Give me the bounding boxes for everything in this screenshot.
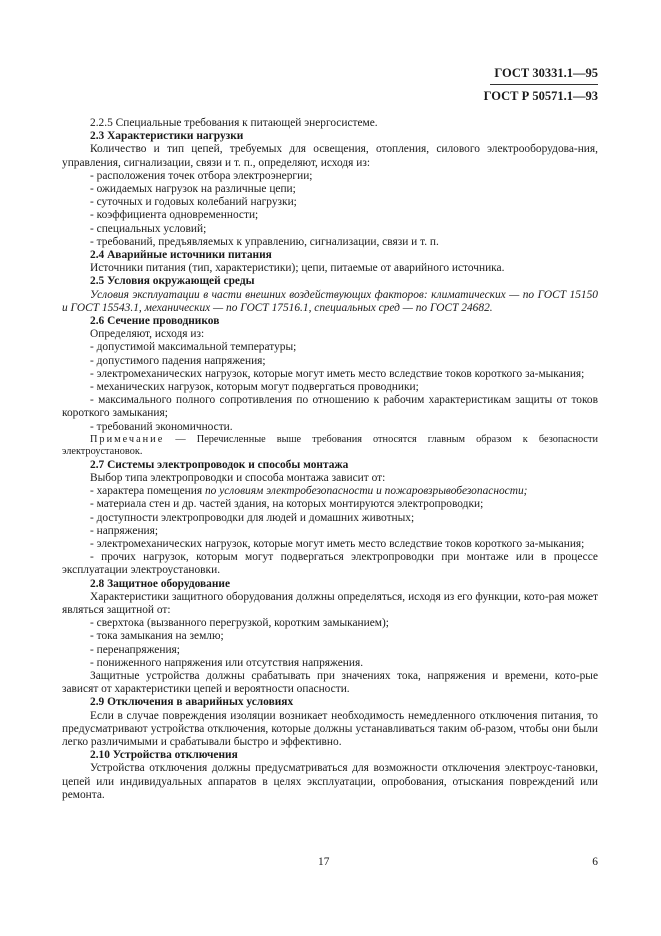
list-item: - допустимого падения напряжения; xyxy=(90,354,266,367)
note-text: — Перечисленные выше требования относятся главным образом к безопасности электроустановок. xyxy=(62,433,598,458)
note-label: Примечание xyxy=(90,433,165,445)
list-item: - специальных условий; xyxy=(90,222,207,235)
document-body xyxy=(62,117,598,802)
list-item xyxy=(62,485,598,498)
list-item: - требований экономичности. xyxy=(90,420,233,433)
standard-number-gost: ГОСТ 30331.1—95 xyxy=(494,66,598,80)
list-item-italic-text: по условиям электробезопасности и пожаровзрывобезопасности; xyxy=(204,485,528,498)
list-item: - сверхтока (вызванного перегрузкой, коротким замыканием); xyxy=(90,617,389,630)
section-title-2-5: 2.5 Условия окружающей среды xyxy=(90,275,255,288)
page-number: 17 xyxy=(318,856,330,868)
list-item: - прочих нагрузок, которым могут подвергаться электропроводки при монтаже или в процессе эксплуатации электроустановки. xyxy=(62,551,598,577)
paragraph-2-7-intro: Выбор типа электропроводки и способа монтажа зависит от: xyxy=(90,471,386,484)
list-item: - максимального полного сопротивления по отношению к рабочим характеристикам защиты от токов короткого замыкания; xyxy=(62,394,598,420)
list-item: - требований, предъявляемых к управлению, сигнализации, связи и т. п. xyxy=(90,235,439,248)
list-item: - доступности электропроводки для людей и домашних животных; xyxy=(90,511,415,524)
list-item-text: - характера помещения xyxy=(90,485,205,498)
section-title-2-9: 2.9 Отключения в аварийных условиях xyxy=(90,696,294,709)
section-title-2-3: 2.3 Характеристики нагрузки xyxy=(90,130,244,143)
section-title-2-8: 2.8 Защитное оборудование xyxy=(90,577,231,590)
list-item: - коэффициента одновременности; xyxy=(90,209,259,222)
paragraph-2-4: Источники питания (тип, характеристики); цепи, питаемые от аварийного источника. xyxy=(90,262,505,275)
sheet-number: 6 xyxy=(592,856,598,868)
list-item: - перенапряжения; xyxy=(90,643,180,656)
list-item: - напряжения; xyxy=(90,524,159,537)
header-divider xyxy=(490,84,598,85)
paragraph-2-2-5: 2.2.5 Специальные требования к питающей энергосистеме. xyxy=(90,117,378,129)
section-title-2-4: 2.4 Аварийные источники питания xyxy=(90,249,272,262)
paragraph-2-3-intro: Количество и тип цепей, требуемых для освещения, отопления, силового электрооборудова-ния, управления, сигнализации, связи и т. п., определяют, исходя из: xyxy=(62,143,598,169)
list-item: - допустимой максимальной температуры; xyxy=(90,341,297,354)
paragraph-2-9: Если в случае повреждения изоляции возникает необходимость немедленного отключения питания, то предусматривают устройства отключения, которые должны устанавливаться таким об-разом, чтобы они были легко различимыми и срабатывали быстро и эффективно. xyxy=(62,709,598,748)
standard-number-gost-r: ГОСТ Р 50571.1—93 xyxy=(483,89,598,103)
section-title-2-10: 2.10 Устройства отключения xyxy=(90,749,238,762)
list-item: - ожидаемых нагрузок на различные цепи; xyxy=(90,183,296,196)
paragraph-2-5: Условия эксплуатации в части внешних воздействующих факторов: климатических — по ГОСТ 15150 и ГОСТ 15543.1, механических — по ГОСТ 17516.1, специальных сред — по ГОСТ 24682. xyxy=(62,288,598,314)
list-item: - расположения точек отбора электроэнергии; xyxy=(90,169,313,182)
section-title-2-6: 2.6 Сечение проводников xyxy=(90,315,220,328)
list-item: - электромеханических нагрузок, которые могут иметь место вследствие токов короткого за-мыкания; xyxy=(90,537,585,550)
paragraph-2-8-intro: Характеристики защитного оборудования должны определяться, исходя из его функции, кото-рая может являться защитной от: xyxy=(62,590,598,616)
section-title-2-7: 2.7 Системы электропроводок и способы монтажа xyxy=(90,458,349,471)
paragraph-2-6-intro: Определяют, исходя из: xyxy=(90,328,205,341)
list-item: - пониженного напряжения или отсутствия напряжения. xyxy=(90,656,364,669)
note xyxy=(62,434,598,459)
list-item: - механических нагрузок, которым могут подвергаться проводники; xyxy=(90,381,419,394)
list-item: - электромеханических нагрузок, которые могут иметь место вследствие токов короткого за-мыкания; xyxy=(90,367,585,380)
paragraph-2-8-end: Защитные устройства должны срабатывать при значениях тока, напряжения и времени, кото-рые зависят от характеристики цепей и вероятности опасности. xyxy=(62,669,598,696)
list-item: - суточных и годовых колебаний нагрузки; xyxy=(90,196,297,209)
list-item: - тока замыкания на землю; xyxy=(90,630,224,643)
list-item: - материала стен и др. частей здания, на которых монтируются электропроводки; xyxy=(90,498,484,511)
paragraph-2-10: Устройства отключения должны предусматриваться для возможности отключения электроус-тановки, цепей или индивидуальных аппаратов в целях эксплуатации, опробования, отыскания повреждений или ремонта. xyxy=(62,762,598,801)
